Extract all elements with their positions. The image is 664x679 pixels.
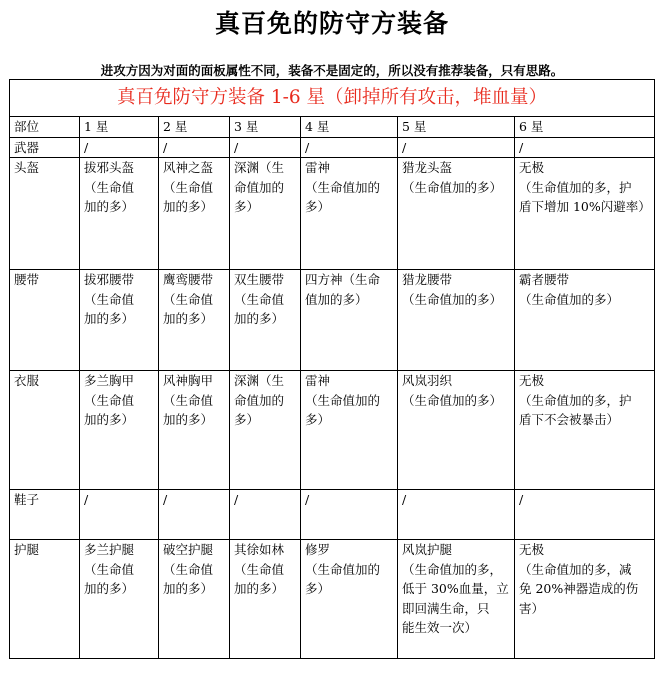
item-name: / (305, 492, 310, 507)
item-name: 深渊（生 (234, 160, 285, 175)
item-note: 低于 30%血量，立 (402, 581, 509, 596)
item-name: 雷神 (305, 373, 331, 388)
item-note: （生命值加的多，护 (519, 392, 632, 408)
item-name: / (519, 492, 524, 507)
item-note: 多） (305, 581, 331, 596)
table-cell (159, 137, 230, 158)
table-cell (80, 270, 159, 371)
item-name: 多兰护腿 (84, 542, 135, 557)
table-banner: 真百免防守方装备 1-6 星（卸掉所有攻击，堆血量） (10, 80, 655, 117)
item-note: 免 20%神器造成的伤 (519, 581, 639, 596)
table-row (10, 137, 655, 158)
item-note: 加的多） (234, 581, 285, 596)
table-cell (301, 158, 398, 270)
column-header: 3 星 (230, 117, 301, 138)
table-row (10, 158, 655, 270)
item-note: 即回满生命，只 (402, 600, 490, 616)
item-note: （生命值 (84, 561, 135, 577)
item-name: 修罗 (305, 542, 331, 557)
table-cell (398, 137, 515, 158)
item-name: / (402, 139, 407, 155)
table-cell (80, 371, 159, 490)
item-name: 猎龙腰带 (402, 272, 453, 287)
table-cell (230, 158, 301, 270)
table-cell (515, 270, 655, 371)
table-cell (80, 540, 159, 659)
item-name: / (305, 139, 310, 155)
item-name: 无极 (519, 542, 545, 557)
row-label: 腰带 (10, 270, 80, 371)
item-note: （生命值加的 (305, 561, 381, 577)
column-header: 2 星 (159, 117, 230, 138)
item-note: （生命值加的多，减 (519, 561, 632, 577)
item-note: （生命值 (84, 392, 135, 408)
item-name: / (234, 492, 239, 507)
item-name: 猎龙头盔 (402, 160, 453, 175)
item-note: 能生效一次） (402, 620, 478, 635)
table-cell (515, 540, 655, 659)
item-name: 风神胸甲 (163, 373, 214, 388)
page-subtitle: 进攻方因为对面的面板属性不同，装备不是固定的，所以没有推荐装备，只有思路。 (100, 63, 564, 78)
item-note: （生命值 (163, 291, 214, 307)
page-title: 真百免的防守方装备 (214, 9, 449, 38)
table-row (10, 371, 655, 490)
item-name: 无极 (519, 160, 545, 175)
item-note: （生命值加的多， (402, 561, 503, 577)
item-note: （生命值加的多） (402, 179, 503, 195)
column-header: 部位 (10, 117, 80, 138)
item-name: / (163, 492, 168, 507)
item-name: 拔邪腰带 (84, 272, 135, 287)
item-name: 四方神（生命 (305, 272, 381, 287)
table-cell (159, 490, 230, 540)
table-cell (515, 490, 655, 540)
item-note: （生命值 (84, 179, 135, 195)
row-label: 武器 (10, 137, 80, 158)
item-name: 霸者腰带 (519, 272, 570, 287)
item-note: （生命值加的多，护 (519, 179, 632, 195)
item-note: （生命值加的多） (402, 291, 503, 307)
item-name: / (519, 139, 524, 155)
item-name: 风神之盔 (163, 160, 214, 175)
table-cell (80, 158, 159, 270)
table-cell (301, 270, 398, 371)
item-note: （生命值 (84, 291, 135, 307)
item-note: 加的多） (234, 311, 285, 326)
item-name: 多兰胸甲 (84, 373, 135, 388)
table-cell (159, 371, 230, 490)
item-name: 拔邪头盔 (84, 160, 135, 175)
row-label: 护腿 (10, 540, 80, 659)
item-note: 加的多） (163, 199, 214, 214)
table-cell (398, 270, 515, 371)
table-cell (159, 540, 230, 659)
item-note: 盾下增加 10%闪避率） (519, 199, 651, 214)
equipment-table (9, 79, 655, 659)
table-cell (159, 270, 230, 371)
item-name: / (163, 139, 168, 155)
banner-row (10, 80, 655, 117)
table-cell (398, 371, 515, 490)
table-cell (230, 371, 301, 490)
table-cell (230, 540, 301, 659)
item-note: 加的多） (84, 199, 135, 214)
table-cell (515, 158, 655, 270)
table-cell (301, 490, 398, 540)
item-name: 鹰鸾腰带 (163, 272, 214, 287)
item-note: 加的多） (163, 311, 214, 326)
item-note: 加的多） (84, 311, 135, 326)
item-note: （生命值 (234, 561, 285, 577)
item-note: （生命值加的多） (519, 291, 620, 307)
item-name: 双生腰带 (234, 272, 285, 287)
table-cell (398, 540, 515, 659)
item-note: 多） (234, 199, 260, 214)
table-cell (515, 371, 655, 490)
item-name: 风岚护腿 (402, 542, 453, 557)
table-row (10, 540, 655, 659)
item-note: （生命值加的 (305, 179, 381, 195)
column-header: 6 星 (515, 117, 655, 138)
header-row (10, 117, 655, 138)
item-note: 命值加的 (234, 179, 285, 195)
item-note: 多） (305, 412, 331, 427)
table-cell (515, 137, 655, 158)
table-row (10, 490, 655, 540)
item-note: 盾下不会被暴击） (519, 412, 620, 427)
item-name: / (234, 139, 239, 155)
item-name: 雷神 (305, 160, 331, 175)
column-header: 4 星 (301, 117, 398, 138)
item-note: （生命值 (163, 561, 214, 577)
item-name: / (84, 492, 89, 507)
item-name: 无极 (519, 373, 545, 388)
table-cell (301, 540, 398, 659)
equipment-table-container (9, 79, 654, 679)
item-note: 命值加的 (234, 392, 285, 408)
item-note: 加的多） (163, 412, 214, 427)
table-cell (230, 270, 301, 371)
item-note: 多） (305, 199, 331, 214)
row-label: 衣服 (10, 371, 80, 490)
item-note: （生命值 (163, 179, 214, 195)
table-cell (230, 137, 301, 158)
table-cell (230, 490, 301, 540)
table-cell (80, 490, 159, 540)
item-name: 风岚羽织 (402, 373, 453, 388)
item-note: 多） (234, 412, 260, 427)
item-name: / (402, 492, 407, 507)
table-cell (301, 137, 398, 158)
table-cell (301, 371, 398, 490)
item-note: 加的多） (84, 581, 135, 596)
item-note: （生命值加的 (305, 392, 381, 408)
row-label: 鞋子 (10, 490, 80, 540)
item-note: 值加的多） (305, 291, 368, 307)
table-cell (159, 158, 230, 270)
row-label: 头盔 (10, 158, 80, 270)
item-name: 深渊（生 (234, 373, 285, 388)
table-row (10, 270, 655, 371)
item-note: 加的多） (84, 412, 135, 427)
column-header: 5 星 (398, 117, 515, 138)
item-name: / (84, 139, 89, 155)
item-note: 加的多） (163, 581, 214, 596)
column-header: 1 星 (80, 117, 159, 138)
item-name: 破空护腿 (163, 542, 214, 557)
item-note: （生命值 (234, 291, 285, 307)
table-cell (398, 158, 515, 270)
item-note: （生命值加的多） (402, 392, 503, 408)
item-name: 其徐如林 (234, 542, 285, 557)
item-note: （生命值 (163, 392, 214, 408)
item-note: 害） (519, 600, 545, 616)
table-cell (398, 490, 515, 540)
table-cell (80, 137, 159, 158)
